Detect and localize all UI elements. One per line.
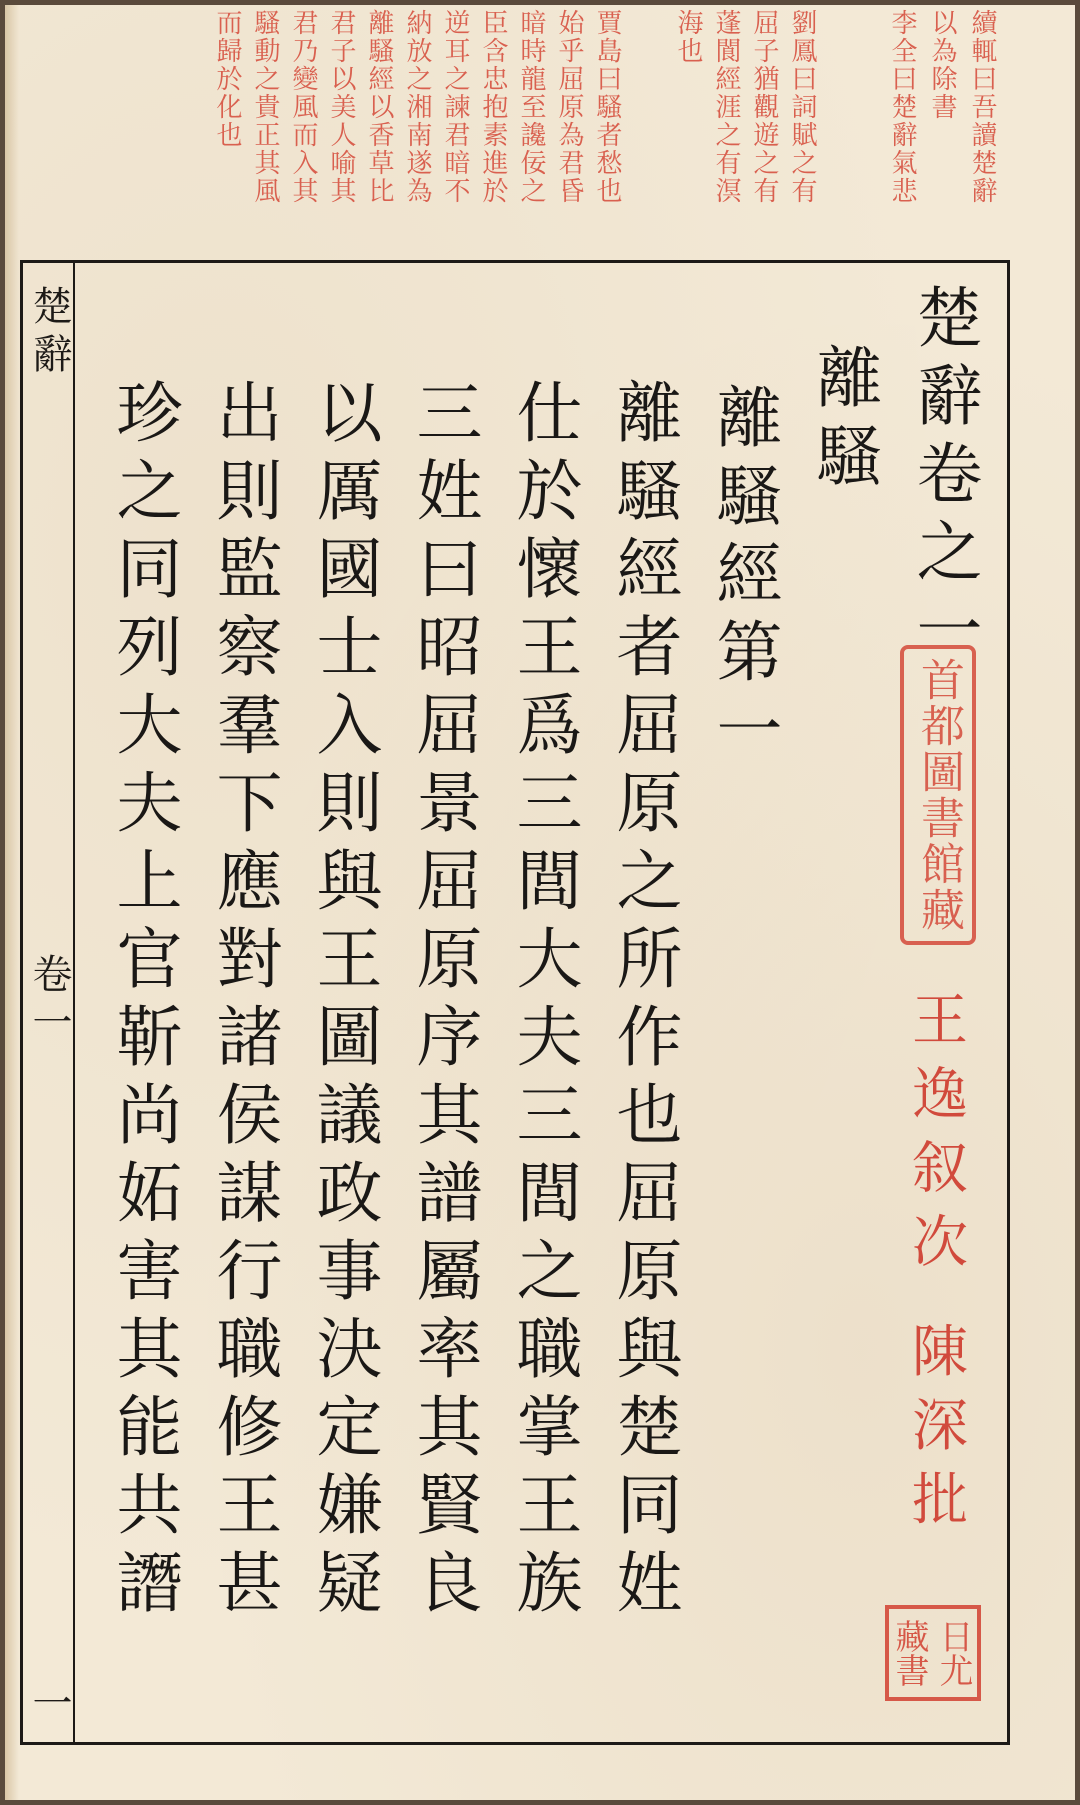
note-column: 屈子猶觀遊之有 xyxy=(749,9,779,205)
note-column: 逆耳之諫君暗不 xyxy=(440,9,470,205)
note-column: 續輒曰吾讀楚辭 xyxy=(967,9,997,205)
text-column: 出則監察羣下應對諸侯謀行職修王甚 xyxy=(205,378,282,1626)
main-text xyxy=(93,283,993,1723)
attribution-text: 王逸叙次 陳深批 xyxy=(903,990,968,1544)
spine-volume: 卷一 xyxy=(26,953,72,1049)
spine-title: 楚辭 xyxy=(26,285,72,381)
note-column: 君乃變風而入其 xyxy=(288,9,318,205)
text-frame xyxy=(20,260,1010,1745)
text-column: 以厲國士入則與王圖議政事決定嫌疑 xyxy=(305,378,382,1626)
note-column: 賈島曰騷者愁也 xyxy=(592,9,622,205)
note-column: 離騷經以香草比 xyxy=(364,9,394,205)
note-column: 李全曰楚辭氣悲 xyxy=(887,9,917,205)
page-edge xyxy=(5,5,19,1800)
note-column: 劉鳳曰詞賦之有 xyxy=(787,9,817,205)
spine-page-number: 一 xyxy=(26,1682,72,1722)
note-column: 臣含忠抱素進於 xyxy=(478,9,508,205)
center-margin-strip xyxy=(23,263,75,1742)
text-column: 離騷經者屈原之所作也屈原與楚同姓 xyxy=(605,378,682,1626)
note-column: 蓬閬經涯之有溟 xyxy=(711,9,741,205)
note-column: 納放之湘南遂為 xyxy=(402,9,432,205)
note-column: 始乎屈原為君昏 xyxy=(554,9,584,205)
note-column: 暗時龍至讒佞之 xyxy=(516,9,546,205)
section-heading: 離騷 xyxy=(805,343,882,499)
book-page xyxy=(5,5,1075,1800)
top-annotations xyxy=(65,5,1005,250)
library-seal: 首都圖書館藏 xyxy=(900,645,976,945)
note-column: 騷動之貴正其風 xyxy=(250,9,280,205)
text-column: 仕於懷王爲三閭大夫三閭之職掌王族 xyxy=(505,378,582,1626)
text-column: 珍之同列大夫上官靳尚妬害其能共譖 xyxy=(105,378,182,1626)
volume-heading: 楚辭卷之一 xyxy=(905,283,982,673)
note-column: 以為除書 xyxy=(927,9,957,121)
collector-seal: 日尤藏書 xyxy=(885,1605,981,1701)
chapter-heading: 離騷經第一 xyxy=(705,383,782,773)
text-column: 三姓曰昭屈景屈原序其譜屬率其賢良 xyxy=(405,378,482,1626)
note-column: 而歸於化也 xyxy=(212,9,242,149)
note-column: 海也 xyxy=(673,9,703,65)
note-column: 君子以美人喻其 xyxy=(326,9,356,205)
